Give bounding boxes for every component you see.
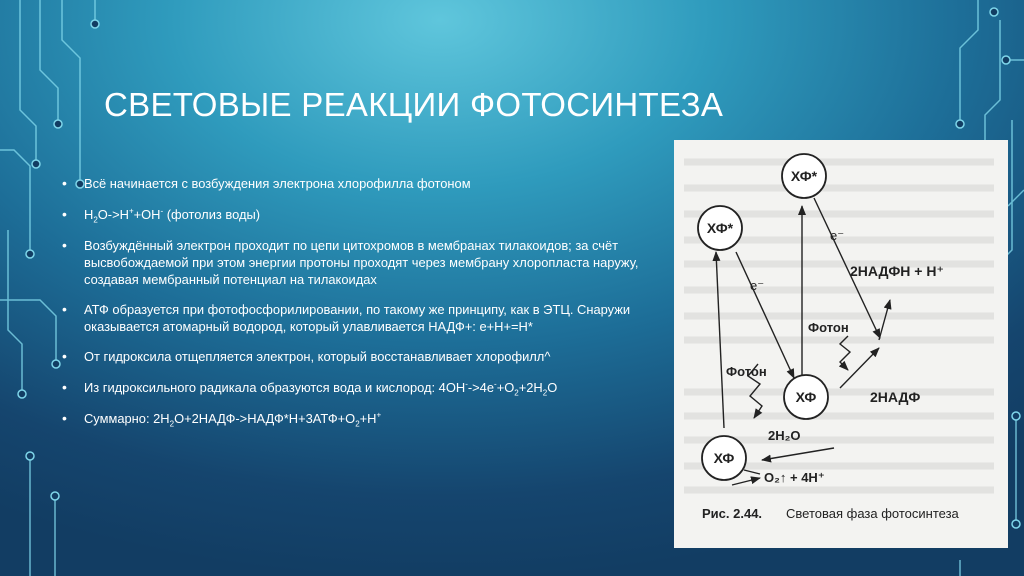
photon-label: Фотон [726,364,767,379]
oxygen-arrow [732,478,760,485]
bullet-item: • Возбуждённый электрон проходит по цепи цитохромов в мембранах тилакоидов; за счёт высвобождаемой при этом энергии протоны проходят через мембрану хлоропласта наружу, создавая мембранный потенциал на тилакоидах [62,237,674,288]
bullet-item: • От гидроксила отщепляется электрон, который восстанавливает хлорофилл^ [62,348,674,365]
caption-text: Световая фаза фотосинтеза [786,506,959,521]
node-label: ХФ* [790,168,818,184]
bullet-list [62,175,674,441]
bullet-item: • АТФ образуется при фотофосфорилировании, по такому же принципу, как в ЭТЦ. Снаружи оказывается атомарный водород, который улавливается НАДФ+: е+Н+=Н* [62,301,674,335]
photon-label: Фотон [808,320,849,335]
node-label: ХФ* [706,220,734,236]
water-arrow [762,448,834,460]
node-label: ХФ [795,389,817,405]
light-phase-diagram [674,140,1008,548]
photosynthesis-figure [674,140,1008,548]
nadp-label: 2НАДФ [870,389,921,405]
product-arrow [879,300,890,340]
node-label: ХФ [713,450,735,466]
water-split-line [744,470,760,474]
bullet-item: • Суммарно: $2Н_2О+2НАДФ->НАДФ*Н+3АТФ+О_2+Н^+$ [62,410,674,427]
slide-title: СВЕТОВЫЕ РЕАКЦИИ ФОТОСИНТЕЗА [104,86,724,123]
product-label: 2НАДФН + Н⁺ [850,263,944,279]
electron-label: e⁻ [750,278,765,293]
bullet-item: • Из гидроксильного радикала образуются вода и кислород: $4ОН^-->4е^-+О_2+2Н_2О$ [62,379,674,396]
bullet-item: • $H_2O->H^++OH^-$ (фотолиз воды) [62,206,674,223]
electron-label: e⁻ [830,228,845,243]
bullet-item: • Всё начинается с возбуждения электрона хлорофилла фотоном [62,175,674,192]
oxygen-label: O₂↑ + 4H⁺ [764,470,825,485]
water-label: 2H₂O [768,428,801,443]
caption-label: Рис. 2.44. [702,506,763,521]
